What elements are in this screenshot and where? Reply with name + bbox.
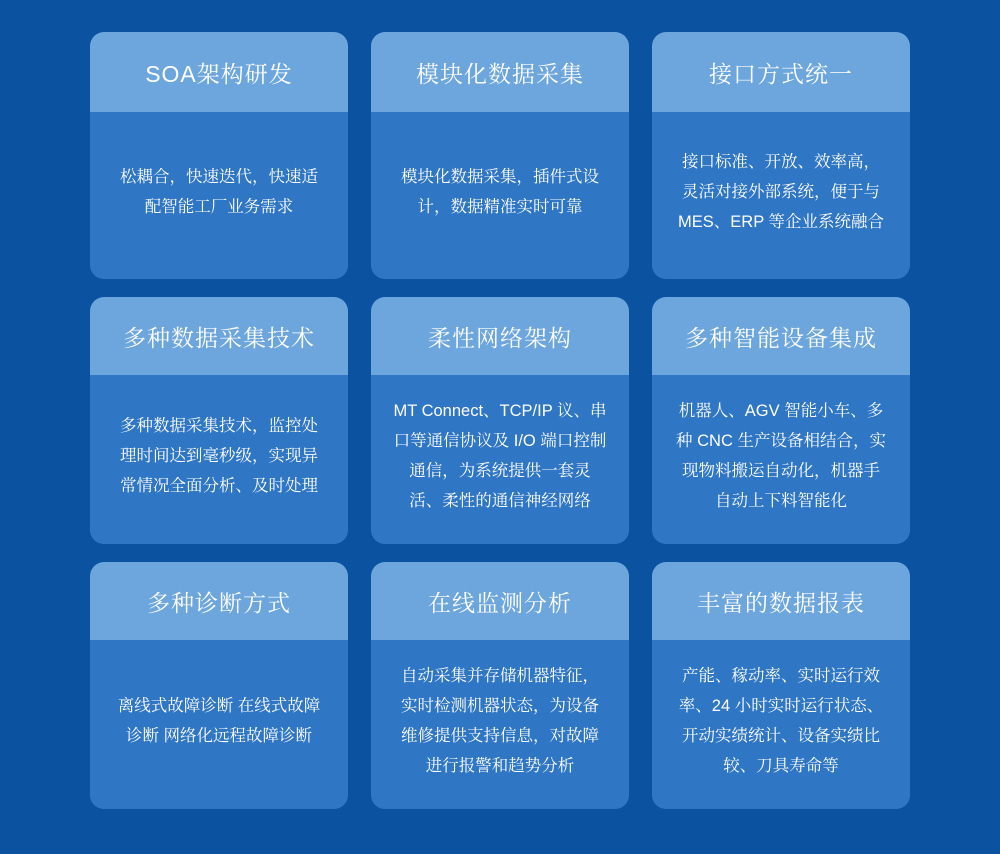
feature-card-unified-interface: [652, 32, 910, 279]
feature-card-body: [371, 112, 629, 279]
feature-card-body: [371, 375, 629, 544]
feature-card-title: 多种智能设备集成: [652, 297, 910, 375]
feature-card-multiple-collection-tech: [90, 297, 348, 544]
feature-card-diagnosis-methods: [90, 562, 348, 809]
feature-card-description: 模块化数据采集，插件式设计，数据精准实时可靠: [401, 167, 599, 216]
feature-card-description: 离线式故障诊断 在线式故障诊断 网络化远程故障诊断: [117, 696, 321, 745]
feature-card-description: 自动采集并存储机器特征，实时检测机器状态，为设备维修提供支持信息，对故障进行报警和趋势分析: [401, 666, 599, 775]
feature-card-title: 在线监测分析: [371, 562, 629, 640]
feature-card-title: 模块化数据采集: [371, 32, 629, 112]
feature-card-description: 松耦合，快速迭代，快速适配智能工厂业务需求: [120, 167, 318, 216]
feature-card-description: 接口标准、开放、效率高，灵活对接外部系统，便于与 MES、ERP 等企业系统融合: [678, 152, 884, 231]
feature-card-body: [371, 640, 629, 809]
feature-card-body: [652, 640, 910, 809]
feature-card-body: [90, 112, 348, 279]
feature-card-title: SOA架构研发: [90, 32, 348, 112]
feature-card-soa: [90, 32, 348, 279]
feature-card-body: [90, 640, 348, 809]
feature-card-online-monitoring: [371, 562, 629, 809]
feature-card-body: [652, 375, 910, 544]
feature-card-description: 产能、稼动率、实时运行效率、24 小时实时运行状态、开动实绩统计、设备实绩比较、刀具寿命等: [678, 666, 884, 775]
feature-card-title: 多种数据采集技术: [90, 297, 348, 375]
feature-card-title: 接口方式统一: [652, 32, 910, 112]
feature-card-title: 丰富的数据报表: [652, 562, 910, 640]
feature-card-rich-reports: [652, 562, 910, 809]
feature-card-body: [90, 375, 348, 544]
feature-card-description: 多种数据采集技术，监控处理时间达到毫秒级，实现异常情况全面分析、及时处理: [120, 416, 318, 495]
feature-card-modular-data-collection: [371, 32, 629, 279]
feature-card-title: 柔性网络架构: [371, 297, 629, 375]
feature-card-smart-device-integration: [652, 297, 910, 544]
feature-card-body: [652, 112, 910, 279]
feature-card-description: 机器人、AGV 智能小车、多种 CNC 生产设备相结合，实现物料搬运自动化，机器手自动上下料智能化: [676, 401, 886, 510]
feature-card-title: 多种诊断方式: [90, 562, 348, 640]
feature-card-description: MT Connect、TCP/IP 议、串口等通信协议及 I/O 端口控制通信，为系统提供一套灵活、柔性的通信神经网络: [393, 401, 607, 510]
feature-card-flexible-network: [371, 297, 629, 544]
